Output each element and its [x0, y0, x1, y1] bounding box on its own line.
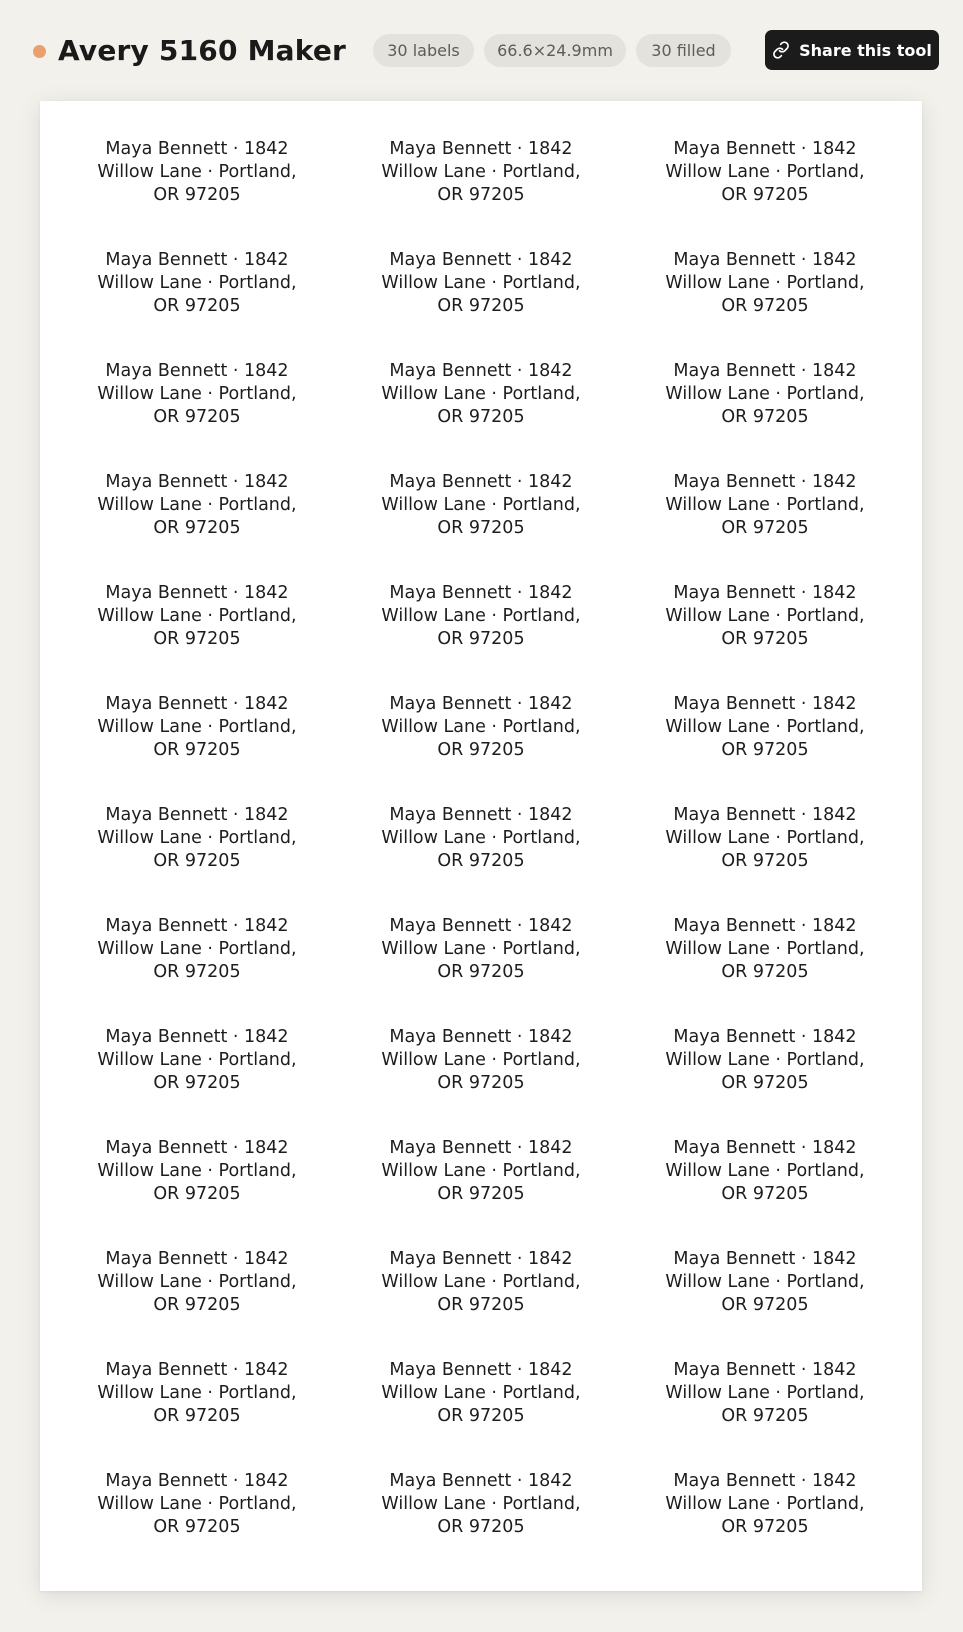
label-cell[interactable]: Maya Bennett · 1842 Willow Lane · Portland, OR 97205 [665, 1471, 865, 1537]
label-cell[interactable]: Maya Bennett · 1842 Willow Lane · Portland, OR 97205 [381, 472, 581, 538]
label-cell[interactable]: Maya Bennett · 1842 Willow Lane · Portland, OR 97205 [665, 583, 865, 649]
share-button-label: Share this tool [799, 40, 932, 60]
label-sheet [40, 101, 922, 1591]
label-cell[interactable]: Maya Bennett · 1842 Willow Lane · Portland, OR 97205 [665, 472, 865, 538]
label-cell[interactable]: Maya Bennett · 1842 Willow Lane · Portland, OR 97205 [97, 1138, 297, 1204]
label-cell[interactable]: Maya Bennett · 1842 Willow Lane · Portland, OR 97205 [97, 1360, 297, 1426]
label-cell[interactable]: Maya Bennett · 1842 Willow Lane · Portland, OR 97205 [665, 1027, 865, 1093]
share-tool-button[interactable] [765, 30, 939, 70]
app-title: Avery 5160 Maker [58, 34, 347, 67]
label-cell[interactable]: Maya Bennett · 1842 Willow Lane · Portland, OR 97205 [381, 694, 581, 760]
label-cell[interactable]: Maya Bennett · 1842 Willow Lane · Portland, OR 97205 [665, 361, 865, 427]
label-cell[interactable]: Maya Bennett · 1842 Willow Lane · Portland, OR 97205 [97, 805, 297, 871]
label-cell[interactable]: Maya Bennett · 1842 Willow Lane · Portland, OR 97205 [381, 805, 581, 871]
label-cell[interactable]: Maya Bennett · 1842 Willow Lane · Portland, OR 97205 [665, 1138, 865, 1204]
label-cell[interactable]: Maya Bennett · 1842 Willow Lane · Portland, OR 97205 [97, 1027, 297, 1093]
filled-count-badge: 30 filled [636, 34, 731, 67]
label-cell[interactable]: Maya Bennett · 1842 Willow Lane · Portland, OR 97205 [97, 472, 297, 538]
label-cell[interactable]: Maya Bennett · 1842 Willow Lane · Portland, OR 97205 [97, 139, 297, 205]
label-cell[interactable]: Maya Bennett · 1842 Willow Lane · Portland, OR 97205 [665, 916, 865, 982]
label-size-badge: 66.6×24.9mm [484, 34, 626, 67]
top-bar [0, 0, 963, 100]
label-cell[interactable]: Maya Bennett · 1842 Willow Lane · Portland, OR 97205 [381, 1360, 581, 1426]
label-cell[interactable]: Maya Bennett · 1842 Willow Lane · Portland, OR 97205 [381, 916, 581, 982]
label-cell[interactable]: Maya Bennett · 1842 Willow Lane · Portland, OR 97205 [381, 1138, 581, 1204]
label-cell[interactable]: Maya Bennett · 1842 Willow Lane · Portland, OR 97205 [381, 361, 581, 427]
label-cell[interactable]: Maya Bennett · 1842 Willow Lane · Portland, OR 97205 [97, 361, 297, 427]
label-cell[interactable]: Maya Bennett · 1842 Willow Lane · Portland, OR 97205 [665, 139, 865, 205]
status-dot [33, 45, 46, 58]
label-cell[interactable]: Maya Bennett · 1842 Willow Lane · Portland, OR 97205 [97, 250, 297, 316]
label-cell[interactable]: Maya Bennett · 1842 Willow Lane · Portland, OR 97205 [97, 1249, 297, 1315]
label-cell[interactable]: Maya Bennett · 1842 Willow Lane · Portland, OR 97205 [97, 916, 297, 982]
label-cell[interactable]: Maya Bennett · 1842 Willow Lane · Portland, OR 97205 [381, 1471, 581, 1537]
link-icon [772, 41, 790, 59]
label-grid [55, 117, 907, 1560]
label-cell[interactable]: Maya Bennett · 1842 Willow Lane · Portland, OR 97205 [97, 583, 297, 649]
label-cell[interactable]: Maya Bennett · 1842 Willow Lane · Portland, OR 97205 [381, 250, 581, 316]
label-cell[interactable]: Maya Bennett · 1842 Willow Lane · Portland, OR 97205 [665, 1360, 865, 1426]
label-cell[interactable]: Maya Bennett · 1842 Willow Lane · Portland, OR 97205 [381, 583, 581, 649]
label-cell[interactable]: Maya Bennett · 1842 Willow Lane · Portland, OR 97205 [665, 805, 865, 871]
label-cell[interactable]: Maya Bennett · 1842 Willow Lane · Portland, OR 97205 [97, 694, 297, 760]
label-cell[interactable]: Maya Bennett · 1842 Willow Lane · Portland, OR 97205 [381, 1027, 581, 1093]
label-cell[interactable]: Maya Bennett · 1842 Willow Lane · Portland, OR 97205 [665, 694, 865, 760]
label-cell[interactable]: Maya Bennett · 1842 Willow Lane · Portland, OR 97205 [665, 250, 865, 316]
label-cell[interactable]: Maya Bennett · 1842 Willow Lane · Portland, OR 97205 [381, 1249, 581, 1315]
label-cell[interactable]: Maya Bennett · 1842 Willow Lane · Portland, OR 97205 [665, 1249, 865, 1315]
label-cell[interactable]: Maya Bennett · 1842 Willow Lane · Portland, OR 97205 [381, 139, 581, 205]
label-count-badge: 30 labels [373, 34, 474, 67]
label-cell[interactable]: Maya Bennett · 1842 Willow Lane · Portland, OR 97205 [97, 1471, 297, 1537]
